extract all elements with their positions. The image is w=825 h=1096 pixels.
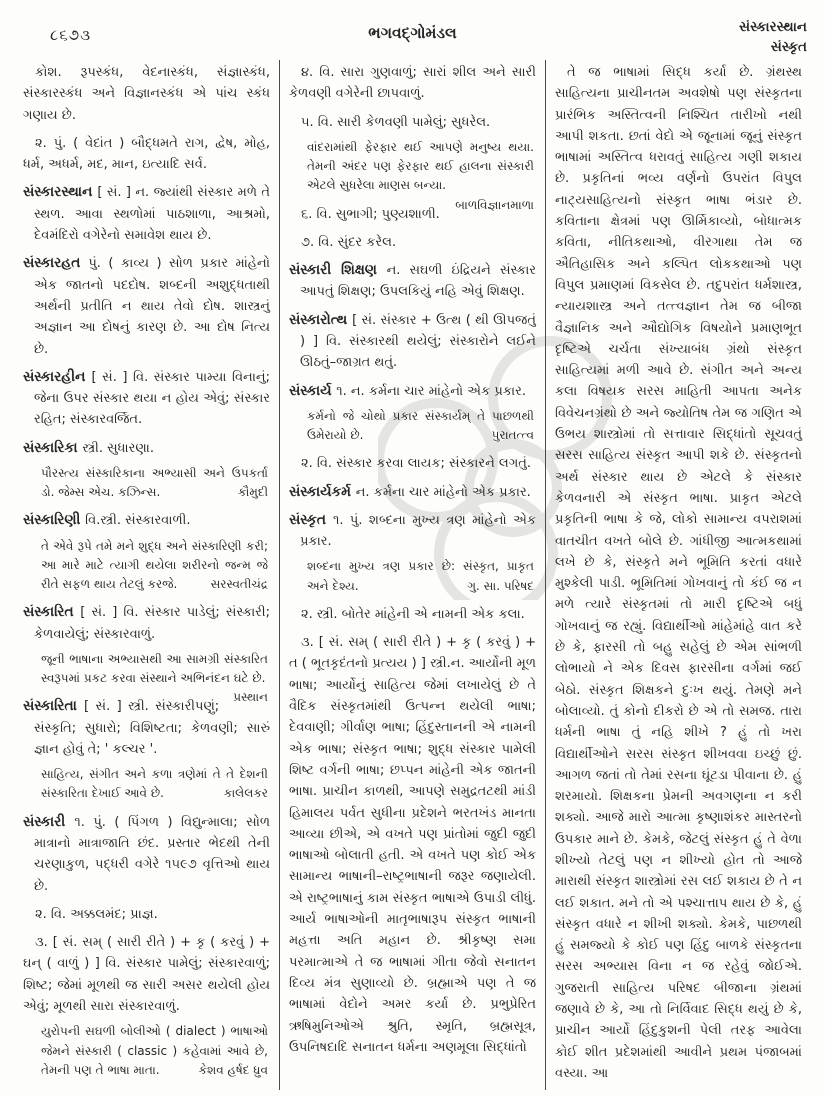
sense-paragraph — [23, 904, 270, 925]
column-1 — [14, 60, 280, 1090]
entry-text: ૨. સ્ત્રી. બોતેર માંહેની એ નામની એક કલા. — [301, 606, 525, 622]
quote-attribution: કાલેલકર — [223, 786, 268, 801]
sense-paragraph — [289, 632, 536, 1058]
quote-text: વાંદરામાંથી ફેરફાર થઈ આપણે મનુષ્ય થયા. તેમની અંદર પણ ફેરફાર થઈ હાલના સંસ્કારી એટલે સુધરેલા માણસ બન્યા. — [307, 139, 534, 193]
entry-text: સ્ત્રી. સુધારણા. — [82, 440, 154, 456]
headword: સંસ્કારિતા — [23, 698, 85, 715]
quote-text: તે એવે રૂપે તમે મને શુદ્ધ અને સંસ્કારિણી કરી; આ મારે માટે ત્યાગી થયેલા શરીરનો જન્મ જે રીતે સફળ થાય તેટલું કરજે. — [41, 538, 268, 592]
quote-attribution: કેશવ હર્ષદ ધ્રુવ — [198, 1062, 268, 1077]
citation-quote — [23, 650, 270, 705]
entry-text: વિ.સ્ત્રી. સંસ્કારવાળી. — [85, 513, 191, 529]
headword: સંસ્કાર્ય — [289, 382, 337, 399]
citation-quote — [289, 138, 536, 212]
quote-text: શબ્દના મુખ્ય ત્રણ પ્રકાર છે: સંસ્કૃત, પ્રાકૃત અને દેશ્ય. — [307, 559, 534, 593]
quote-attribution: બાળવિજ્ઞાનમાળા — [455, 197, 534, 212]
dictionary-entry — [289, 510, 536, 553]
continuation-paragraph — [23, 62, 270, 126]
guide-word-top: સંસ્કારસ્થાન — [739, 19, 807, 35]
entry-text: [ સં. ] ન. જ્યાંથી સંસ્કાર મળે તે સ્થળ. આવા સ્થળોમાં પાઠશાળા, આશ્રમો, દેવમંદિરો વગેરેનો સમાવેશ થાય છે. — [34, 185, 270, 244]
entry-text: ૪. વિ. સારા ગુણવાળું; સારાં શીલ અને સારી કેળવણી વગેરેની છાપવાળું. — [289, 65, 536, 102]
dictionary-entry — [23, 438, 270, 459]
entry-text: ૨. વિ. અક્કલમંદ; પ્રાજ્ઞ. — [35, 906, 158, 922]
headword: સંસ્કૃત — [289, 511, 333, 528]
quote-attribution: કૌમુદી — [237, 485, 268, 500]
quote-text: યુરોપની સઘળી બોલીઓ ( dialect ) ભાષાઓ જેમને સંસ્કારી ( classic ) કહેવામાં આવે છે, તેમની પણ તે ભાષા માતા. — [41, 1024, 268, 1077]
dictionary-entry — [23, 182, 270, 246]
headword: સંસ્કારિત — [23, 604, 81, 621]
entry-text: [ સં. સંસ્કાર + ઉત્થ ( થી ઊપજતું ) ] વિ. સંસ્કારથી થયેલું; સંસ્કારોને લઈને ઊઠતું–જાગ્રત થતું. — [300, 312, 536, 371]
entry-text: ૩. [ સં. સમ્ ( સારી રીતે ) + કૃ ( કરવું ) + ઘન્ ( વાળું ) ] વિ. સંસ્કાર પામેલું; સંસ્કારવાળું; શિષ્ટ; જેમાં મૂળથી જ સારી અસર થયેલી હોય એવું; મૂળથી સારા સંસ્કારવાળું. — [23, 935, 270, 1015]
book-title: ભગવદ્ગોમંડલ — [368, 24, 457, 42]
headword: સંસ્કારોત્થ — [289, 311, 353, 328]
headword: સંસ્કારહીન — [23, 368, 92, 385]
entry-text: [ સં. ] વિ. સંસ્કાર પાડેલું; સંસ્કારી; કેળવાયેલું; સંસ્કારવાળું. — [34, 605, 271, 642]
text-columns — [14, 60, 811, 1090]
citation-quote — [289, 407, 536, 445]
page-number: ૮૬૭૩ — [50, 26, 92, 44]
quote-attribution: સરસ્વતીચંદ્ર — [210, 577, 268, 592]
dictionary-entry — [289, 260, 536, 303]
entry-text: ૨. પું. ( વેદાંત ) બૌદ્ધમતે રાગ, દ્વેષ, મોહ, ધર્મ, અધર્મ, મદ, માન, ઇત્યાદિ સર્વ. — [23, 135, 270, 173]
headword: સંસ્કારી શિક્ષણ — [289, 262, 387, 279]
entry-text: ૨. વિ. સંસ્કાર કરવા લાયક; સંસ્કારને લગતું. — [301, 456, 531, 472]
dictionary-entry — [289, 482, 536, 503]
headword: સંસ્કારિણી — [23, 512, 86, 529]
guide-word-bottom: સંસ્કૃત — [770, 39, 807, 55]
dictionary-entry — [23, 812, 270, 897]
sense-paragraph — [23, 133, 270, 176]
continuation-paragraph — [555, 62, 802, 1084]
quote-text: પૌરસ્ત્ય સંસ્કારિકાના અભ્યાસી અને ઉપકર્તા ડો. જેમ્સ એચ. કઝિન્સ. — [41, 466, 268, 500]
entry-text: [ સં. ] વિ. સંસ્કાર પામ્યા વિનાનું; જેના ઉપર સંસ્કાર થયા ન હોય એવું; સંસ્કાર રહિત; સંસ્કારવર્જિત. — [34, 369, 270, 428]
dictionary-entry — [23, 367, 270, 431]
sense-paragraph — [289, 62, 536, 105]
dictionary-entry — [289, 310, 536, 374]
entry-text: ન. કર્મના ચાર માંહેનો એક પ્રકાર. — [355, 484, 531, 500]
headword: સંસ્કારહત — [23, 255, 89, 272]
citation-quote — [23, 1022, 270, 1080]
entry-text: [ સં. ] સ્ત્રી. સંસ્કારીપણું; સંસ્કૃતિ; સુધારો; વિશિષ્ટતા; કેળવણી; સારું જ્ઞાન હોવું તે; ' કલ્ચર '. — [34, 699, 270, 757]
quote-text: કર્મનો જે ચોથો પ્રકાર સંસ્કાર્યમ્ તે પાછળથી ઉમેરાયો છે. — [307, 408, 534, 443]
page-header — [14, 14, 811, 58]
sense-paragraph — [289, 453, 536, 474]
guide-words — [739, 17, 807, 57]
sense-paragraph — [289, 112, 536, 133]
headword: સંસ્કારિકા — [23, 439, 83, 456]
dictionary-entry — [23, 253, 270, 359]
quote-attribution: પુરાતત્ત્વ — [491, 428, 534, 443]
entry-text: ૩. [ સં. સમ્ ( સારી રીતે ) + કૃ ( કરવું ) + ત ( ભૂતકૃદંતનો પ્રત્યય ) ] સ્ત્રી.ન. આર્યોની મૂળ ભાષા; આર્યોનું સાહિત્ય જેમાં લખાયેલું છે તે વૈદિક સંસ્કૃતમાંથી ઉત્પન્ન થયેલી ભાષા; દેવવાણી; ગીર્વાણ ભાષા; હિંદુસ્તાનની એ નામની એક ભાષા; સંસ્કૃત ભાષા; શુદ્ધ સંસ્કાર પામેલી શિષ્ટ વર્ગની ભાષા; છપ્પન માંહેની એક જાતની ભાષા. પ્રાચીન કાળથી, આપણે સમુદ્રતટથી માંડી હિમાલય પર્વત સુધીના પ્રદેશને ભરતખંડ માનતા આવ્યા છીએ, એ વખતે પણ પ્રાંતોમાં જુદી જુદી ભાષાઓ બોલાતી હતી. એ વખતે પણ કોઈ એક સામાન્ય ભાષાની–રાષ્ટ્રભાષાની જરૂર જણાયેલી. એ રાષ્ટ્રભાષાનું કામ સંસ્કૃત ભાષાએ ઉપાડી લીધું. આર્ય ભાષાઓની માતૃભાષારૂપ સંસ્કૃત ભાષાની મહત્તા અતિ મહાન છે. શ્રીકૃષ્ણ સમા પરમાત્માએ તે જ ભાષામાં ગીતા જેવો સનાતન દિવ્ય મંત્ર સુણાવ્યો છે. બ્રહ્માએ પણ તે જ ભાષામાં વેદોને અમર કર્યા છે. પ્રભુપ્રેરિત ઋષિમુનિઓએ શ્રુતિ, સ્મૃતિ, બ્રહ્મસૂત્ર, ઉપનિષદાદિ સનાતન ધર્મના અણમૂલા સિદ્ધાંતો — [289, 635, 536, 1055]
quote-attribution: પ્રસ્થાન — [233, 690, 268, 705]
sense-paragraph — [289, 232, 536, 253]
headword: સંસ્કારસ્થાન — [23, 184, 98, 201]
sense-paragraph — [23, 932, 270, 1017]
entry-text: ૧. ન. કર્મના ચાર માંહેનો એક પ્રકાર. — [336, 383, 526, 399]
dictionary-entry — [289, 381, 536, 402]
entry-text: ન. સઘળી ઇંદ્રિયને સંસ્કાર આપતું શિક્ષણ; ઉપલકિયું નહિ એવું શિક્ષણ. — [300, 263, 536, 300]
quote-attribution: ગુ. સા. પરિષદ — [467, 578, 534, 593]
headword: સંસ્કારી — [23, 813, 75, 830]
entry-text: ૧. પું. શબ્દના મુખ્ય ત્રણ માંહેનો એક પ્રકાર. — [300, 512, 536, 550]
citation-quote — [23, 765, 270, 803]
entry-text: ૬. વિ. સુભાગી; પુણ્યશાળી. — [301, 206, 440, 222]
entry-text: ૫. વિ. સારી કેળવણી પામેલું; સુધરેલ. — [301, 114, 491, 130]
column-3 — [546, 60, 811, 1090]
entry-text: ૭. વિ. સુંદર કરેલ. — [301, 234, 397, 250]
citation-quote — [289, 557, 536, 595]
entry-text: ૧. પું. ( પિંગળ ) વિદ્યુન્માલા; સોળ માત્રાનો માત્રાજાતિ છંદ. પ્રસ્તાર ભેદથી તેની ચરણાકુળ, પદ્ધરી વગેરે ૧૫૯૭ વૃત્તિઓ થાય છે. — [34, 814, 270, 894]
entry-text: કોશ. રૂપસ્કંધ, વેદનાસ્કંધ, સંજ્ઞાસ્કંધ, સંસ્કારસ્કંધ અને વિજ્ઞાનસ્કંધ એ પાંચ સ્કંધ ગણાય છે. — [23, 65, 270, 123]
sense-paragraph — [289, 604, 536, 625]
entry-text: પું. ( કાવ્ય ) સોળ પ્રકાર માંહેનો એક જાતનો પદદોષ. શબ્દની અશુદ્ધતાથી અર્થની પ્રતીતિ ન થાય તેવો દોષ. શાસ્ત્રનું અજ્ઞાન આ દોષનું કારણ છે. આ દોષ નિત્ય છે. — [34, 256, 270, 357]
quote-text: જૂની ભાષાના અભ્યાસથી આ સામગ્રી સંસ્કારિત સ્વરૂપમાં પ્રકટ કરવા સંસ્થાને અભિનંદન ઘટે છે. — [41, 651, 268, 686]
dictionary-entry — [23, 602, 270, 645]
column-2 — [280, 60, 546, 1090]
citation-quote — [23, 537, 270, 595]
citation-quote — [23, 464, 270, 502]
quote-text: સાહિત્ય, સંગીત અને કળા ત્રણેમાં તે તે દેશની સંસ્કારિતા દેખાઈ આવે છે. — [41, 767, 268, 801]
entry-text: તે જ ભાષામાં સિદ્ધ કર્યા છે. ગ્રંથસ્થ સાહિત્યના પ્રાચીનતમ અવશેષો પણ સંસ્કૃતના પ્રારંભિક અસ્તિત્વની નિશ્ચિત તારીખો નથી આપી શકતા. છતાં વેદો એ જૂનામાં જૂનું સંસ્કૃત ભાષામાં અસ્તિત્વ ધરાવતું સાહિત્ય ગણી શકાય છે. પ્રકૃતિનાં ભવ્ય વર્ણનો ઉપરાંત વિપુલ નાટ્યસાહિત્યનો સંસ્કૃત ભાષા ભંડાર છે. કવિતાના ક્ષેત્રમાં પણ ઊર્મિકાવ્યો, બોધાત્મક કવિતા, નીતિકથાઓ, વીરગાથા તેમ જ ઐતિહાસિક અને કલ્પિત લોકકથાઓ પણ વિપુલ પ્રમાણમાં વિકસેલ છે. તદુપરાંત ધર્મશાસ્ત્ર, ન્યાયશાસ્ત્ર અને તત્ત્વજ્ઞાન તેમ જ બીજા વૈજ્ઞાનિક અને ઔદ્યોગિક વિષયોને પ્રમાણભૂત દૃષ્ટિએ ચર્ચતા સંખ્યાબંધ ગ્રંથો સંસ્કૃત સાહિત્યમાં મળી આવે છે. સંગીત અને અન્ય કલા વિષયક સરસ માહિતી આપતા અનેક વિવેચનગ્રંથો છે અને જ્યોતિષ તેમ જ ગણિત એ ઉભય શાસ્ત્રોમાં તો સત્તાવાર સિદ્ધાંતો સૂચવતું સરસ સાહિત્ય સંસ્કૃત આપી શકે છે. સંસ્કૃતનો અર્થ સંસ્કાર થાય છે એટલે કે સંસ્કાર કેળવનારી એ સંસ્કૃત ભાષા. પ્રાકૃત એટલે પ્રકૃતિની ભાષા કે જે, લોકો સામાન્ય વપરાશમાં વાતચીત વખતે બોલે છે. ગાંધીજી આત્મકથામાં લખે છે કે, સંસ્કૃતે મને ભૂમિતિ કરતાં વધારે મુશ્કેલી પાડી. ભૂમિતિમાં ગોખવાનું તો કંઈ જ ન મળે ત્યારે સંસ્કૃતમાં તો મારી દૃષ્ટિએ બધું ગોખવાનું જ રહ્યું. વિદ્યાર્થીઓ માંહેમાંહે વાત કરે છે કે, ફારસી તો બહુ સહેલું છે એમ સાંભળી લોભાયો ને એક દિવસ ફારસીના વર્ગમાં જઈ બેઠો. સંસ્કૃત શિક્ષકને દુઃખ થયું. તેમણે મને બોલાવ્યો. તું કોનો દીકરો છે એ તો સમજ. તારા ધર્મની ભાષા તું નહિ શીખે ? હું તો ખરા વિદ્યાર્થીઓને સરસ સંસ્કૃત શીખવવા ઇચ્છું છું. આગળ જતાં તો તેમાં રસના ઘૂંટડા પીવાના છે. હું શરમાયો. શિક્ષકના પ્રેમની અવગણના ન કરી શક્યો. આજે મારો આત્મા કૃષ્ણાશંકર માસ્તરનો ઉપકાર માને છે. કેમકે, જેટલું સંસ્કૃત હું તે વેળા શીખ્યો તેટલું પણ ન શીખ્યો હોત તો આજે મારાથી સંસ્કૃત શાસ્ત્રોમાં રસ લઈ શકાય છે તે ન લઈ શકાત. મને તો એ પશ્ચાત્તાપ થાય છે કે, હું સંસ્કૃત વધારે ન શીખી શક્યો. કેમકે, પાછળથી હું સમજ્યો કે કોઈ પણ હિંદુ બાળકે સંસ્કૃતના સરસ અભ્યાસ વિના ન જ રહેવું જોઈએ. ગુજરાતી સાહિત્ય પરિષદ બીજાના ગ્રંથમાં જણાવે છે કે, આ તો નિર્વિવાદ સિદ્ધ થયું છે કે, પ્રાચીન આર્યો હિંદુકુશની પેલી તરફ આવેલા કોઈ શીત પ્રદેશમાંથી આવીને પ્રથમ પંજાબમાં વસ્યા. આ — [555, 65, 802, 1081]
headword: સંસ્કાર્યકર્મ — [289, 483, 356, 500]
dictionary-entry — [23, 510, 270, 531]
